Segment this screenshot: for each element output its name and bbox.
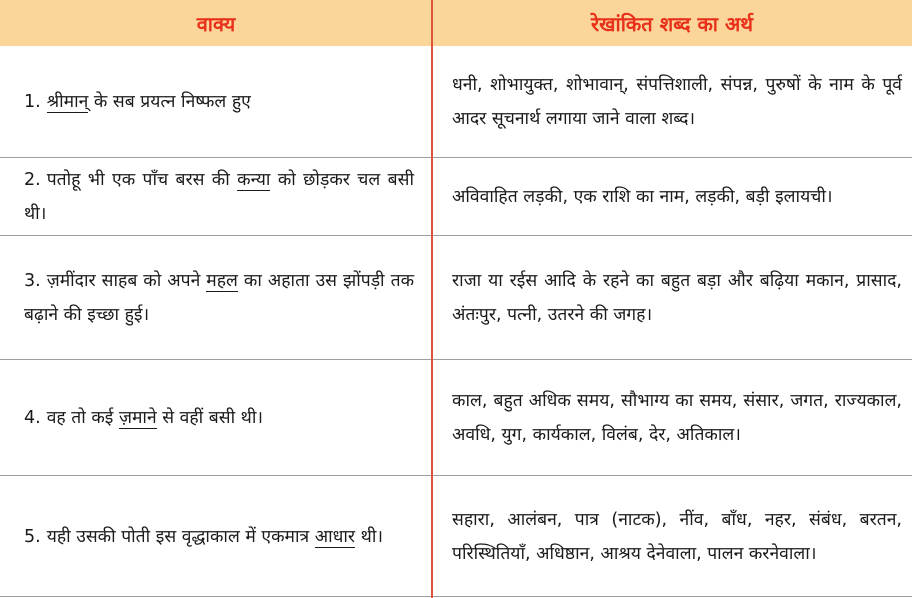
meaning-text: राजा या रईस आदि के रहने का बहुत बड़ा और बढ़िया मकान, प्रासाद, अंतःपुर, पत्नी, उतरने की जगह।	[452, 270, 902, 325]
sentence-cell	[24, 360, 414, 475]
meaning-cell	[452, 236, 902, 359]
sentence-text: 2. पतोहू भी एक पाँच बरस की कन्या को छोड़कर चल बसी थी।	[24, 169, 414, 224]
meaning-cell	[452, 158, 902, 235]
sentence-text: 3. ज़मींदार साहब को अपने महल का अहाता उस झोंपड़ी तक बढ़ाने की इच्छा हुई।	[24, 270, 415, 325]
underlined-word: महल	[206, 270, 238, 291]
meaning-cell	[452, 46, 902, 157]
table-row	[0, 158, 912, 236]
underlined-word: कन्या	[237, 169, 271, 190]
table-row	[0, 236, 912, 360]
table-bottom-border	[0, 596, 912, 597]
underlined-word: ज़माने	[118, 407, 157, 428]
table-row	[0, 46, 912, 158]
row-number: 4.	[24, 407, 41, 428]
header-meaning: रेखांकित शब्द का अर्थ	[590, 11, 754, 36]
sentence-text: 5. यही उसकी पोती इस वृद्धाकाल में एकमात्र आधार थी।	[24, 526, 383, 547]
table-row	[0, 476, 912, 597]
header-sentence: वाक्य	[196, 11, 236, 36]
sentence-cell	[24, 158, 414, 235]
table-row	[0, 360, 912, 476]
table-header	[0, 0, 912, 46]
row-number: 5.	[24, 526, 41, 547]
sentence-text: 4. वह तो कई ज़माने से वहीं बसी थी।	[24, 407, 264, 428]
row-number: 1.	[24, 91, 41, 112]
sentence-text: 1. श्रीमान् के सब प्रयत्न निष्फल हुए	[24, 91, 251, 112]
row-number: 3.	[24, 270, 41, 291]
meaning-text: सहारा, आलंबन, पात्र (नाटक), नींव, बाँध, नहर, संबंध, बरतन, परिस्थितियाँ, अधिष्ठान, आश्रय देनेवाला, पालन करनेवाला।	[452, 509, 902, 564]
meaning-cell	[452, 476, 902, 597]
sentence-cell	[24, 476, 414, 597]
column-divider	[431, 0, 433, 598]
meaning-text: काल, बहुत अधिक समय, सौभाग्य का समय, संसार, जगत, राज्यकाल, अवधि, युग, कार्यकाल, विलंब, देर, अतिकाल।	[452, 390, 902, 445]
meaning-text: धनी, शोभायुक्त, शोभावान्, संपत्तिशाली, संपन्न, पुरुषों के नाम के पूर्व आदर सूचनार्थ लगाया जाने वाला शब्द।	[452, 74, 902, 129]
meaning-cell	[452, 360, 902, 475]
underlined-word: आधार	[314, 526, 356, 547]
underlined-word: श्रीमान्	[46, 91, 89, 112]
sentence-cell	[24, 46, 414, 157]
sentence-cell	[24, 236, 414, 359]
row-number: 2.	[24, 169, 41, 190]
meaning-text: अविवाहित लड़की, एक राशि का नाम, लड़की, बड़ी इलायची।	[452, 186, 833, 207]
